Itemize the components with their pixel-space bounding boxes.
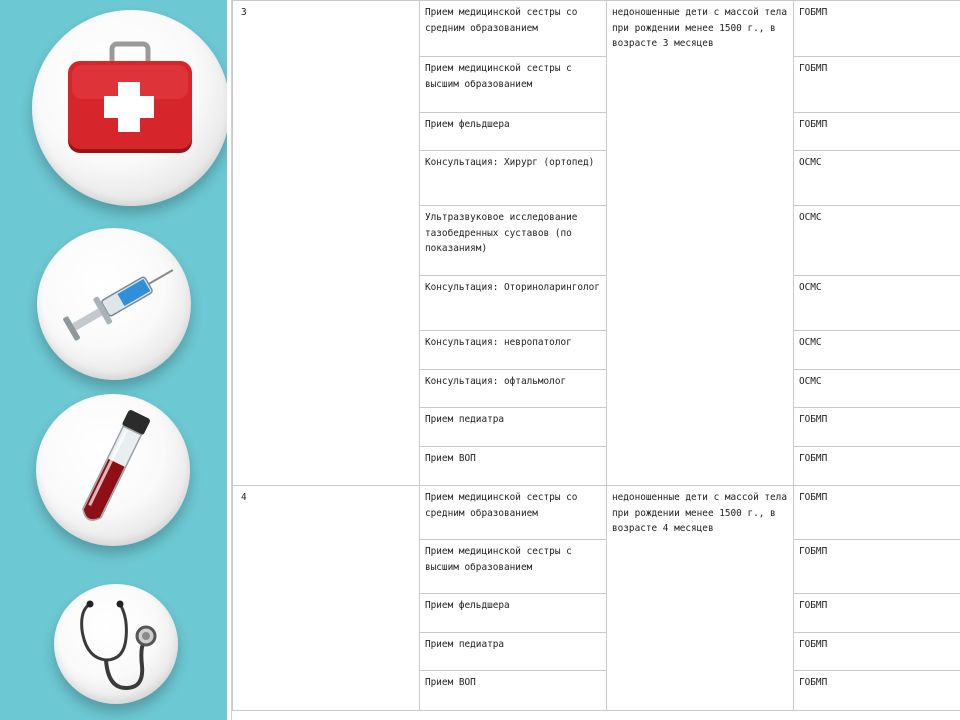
service-name: Прием медицинской сестры со средним образованием [420, 486, 607, 540]
service-name: Консультация: Оториноларинголог [420, 276, 607, 331]
funding-source: ОСМС [794, 370, 960, 408]
funding-source: ГОБМП [794, 486, 960, 540]
service-name: Прием ВОП [420, 671, 607, 711]
test-tube-icon [36, 394, 190, 546]
funding-source: ГОБМП [794, 1, 960, 57]
funding-source: ОСМС [794, 276, 960, 331]
row-number: 3 [233, 1, 420, 486]
funding-source: ГОБМП [794, 408, 960, 447]
service-name: Прием фельдшера [420, 113, 607, 151]
service-schedule-table [232, 0, 960, 711]
service-name: Консультация: Хирург (ортопед) [420, 151, 607, 206]
funding-source: ГОБМП [794, 540, 960, 594]
service-name: Прием педиатра [420, 633, 607, 671]
sidebar [0, 0, 232, 720]
syringe-icon [37, 228, 191, 380]
patient-category: недоношенные дети с массой тела при рождении менее 1500 г., в возрасте 4 месяцев [607, 486, 794, 711]
service-name: Прием медицинской сестры с высшим образованием [420, 540, 607, 594]
service-name: Прием медицинской сестры со средним образованием [420, 1, 607, 57]
stethoscope-icon [54, 584, 178, 704]
service-name: Прием педиатра [420, 408, 607, 447]
table-row [233, 1, 960, 57]
funding-source: ГОБМП [794, 633, 960, 671]
service-name: Прием медицинской сестры с высшим образованием [420, 57, 607, 113]
funding-source: ГОБМП [794, 594, 960, 633]
service-name: Консультация: невропатолог [420, 331, 607, 370]
service-name: Прием ВОП [420, 447, 607, 486]
document-page [227, 0, 960, 720]
row-number: 4 [233, 486, 420, 711]
table-row [233, 486, 960, 540]
first-aid-kit-icon [32, 10, 230, 206]
funding-source: ОСМС [794, 331, 960, 370]
patient-category: недоношенные дети с массой тела при рождении менее 1500 г., в возрасте 3 месяцев [607, 1, 794, 486]
funding-source: ОСМС [794, 206, 960, 276]
funding-source: ГОБМП [794, 671, 960, 711]
service-name: Ультразвуковое исследование тазобедренных суставов (по показаниям) [420, 206, 607, 276]
funding-source: ГОБМП [794, 447, 960, 486]
funding-source: ОСМС [794, 151, 960, 206]
service-name: Консультация: офтальмолог [420, 370, 607, 408]
funding-source: ГОБМП [794, 57, 960, 113]
funding-source: ГОБМП [794, 113, 960, 151]
service-name: Прием фельдшера [420, 594, 607, 633]
